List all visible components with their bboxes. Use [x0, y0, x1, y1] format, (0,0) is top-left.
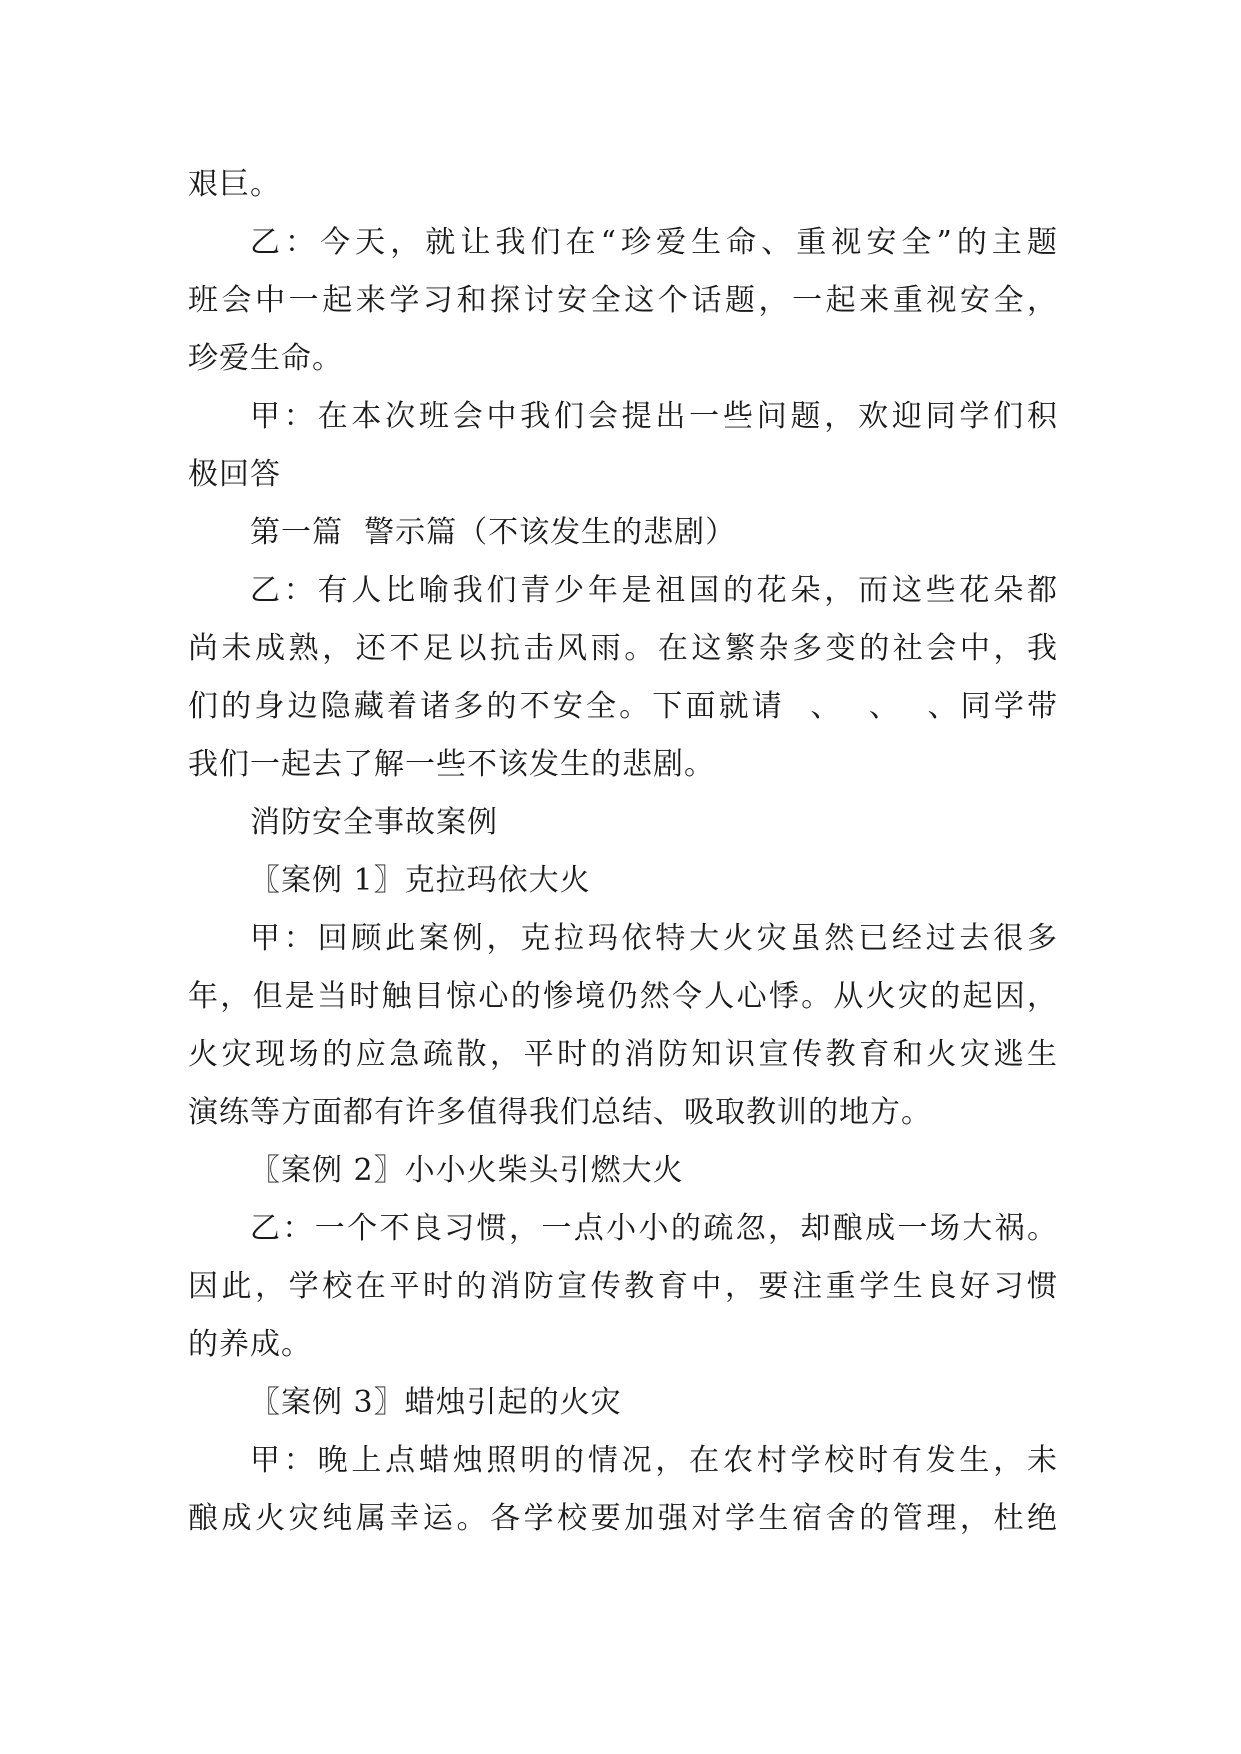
text-line: 年，但是当时触目惊心的惨境仍然令人心悸。从火灾的起因， — [188, 979, 1058, 1014]
text-line: 极回答 — [188, 457, 281, 492]
text-line: 的养成。 — [188, 1327, 312, 1362]
text-line: 乙：今天，就让我们在“珍爱生命、重视安全”的主题 — [250, 225, 1058, 260]
text-line: 尚未成熟，还不足以抗击风雨。在这繁杂多变的社会中，我 — [188, 631, 1058, 666]
text-line: 甲：在本次班会中我们会提出一些问题，欢迎同学们积 — [250, 399, 1058, 434]
text-line: 演练等方面都有许多值得我们总结、吸取教训的地方。 — [188, 1095, 932, 1130]
section-heading: 第一篇 警示篇（不该发生的悲剧） — [250, 515, 737, 550]
text-line: 们的身边隐藏着诸多的不安全。下面就请 、 、 、同学带 — [188, 689, 1058, 724]
text-line: 因此，学校在平时的消防宣传教育中，要注重学生良好习惯 — [188, 1269, 1058, 1304]
text-line: 珍爱生命。 — [188, 341, 343, 376]
text-line: 火灾现场的应急疏散，平时的消防知识宣传教育和火灾逃生 — [188, 1037, 1058, 1072]
text-line: 我们一起去了解一些不该发生的悲剧。 — [188, 747, 715, 782]
text-line: 甲：晚上点蜡烛照明的情况，在农村学校时有发生，未 — [250, 1443, 1058, 1478]
text-line: 酿成火灾纯属幸运。各学校要加强对学生宿舍的管理，杜绝 — [188, 1501, 1058, 1536]
text-line: 甲：回顾此案例，克拉玛依特大火灾虽然已经过去很多 — [250, 921, 1058, 956]
text-line: 班会中一起来学习和探讨安全这个话题，一起来重视安全， — [188, 283, 1058, 318]
text-line: 艰巨。 — [188, 167, 281, 202]
text-line: 乙：一个不良习惯，一点小小的疏忽，却酿成一场大祸。 — [250, 1211, 1058, 1246]
subsection-heading: 消防安全事故案例 — [250, 805, 498, 840]
case-heading: 〖案例 3〗蜡烛引起的火灾 — [250, 1385, 622, 1420]
document-body — [188, 156, 1058, 1548]
text-line: 乙：有人比喻我们青少年是祖国的花朵，而这些花朵都 — [250, 573, 1058, 608]
case-heading: 〖案例 2〗小小火柴头引燃大火 — [250, 1153, 684, 1188]
case-heading: 〖案例 1〗克拉玛依大火 — [250, 863, 591, 898]
